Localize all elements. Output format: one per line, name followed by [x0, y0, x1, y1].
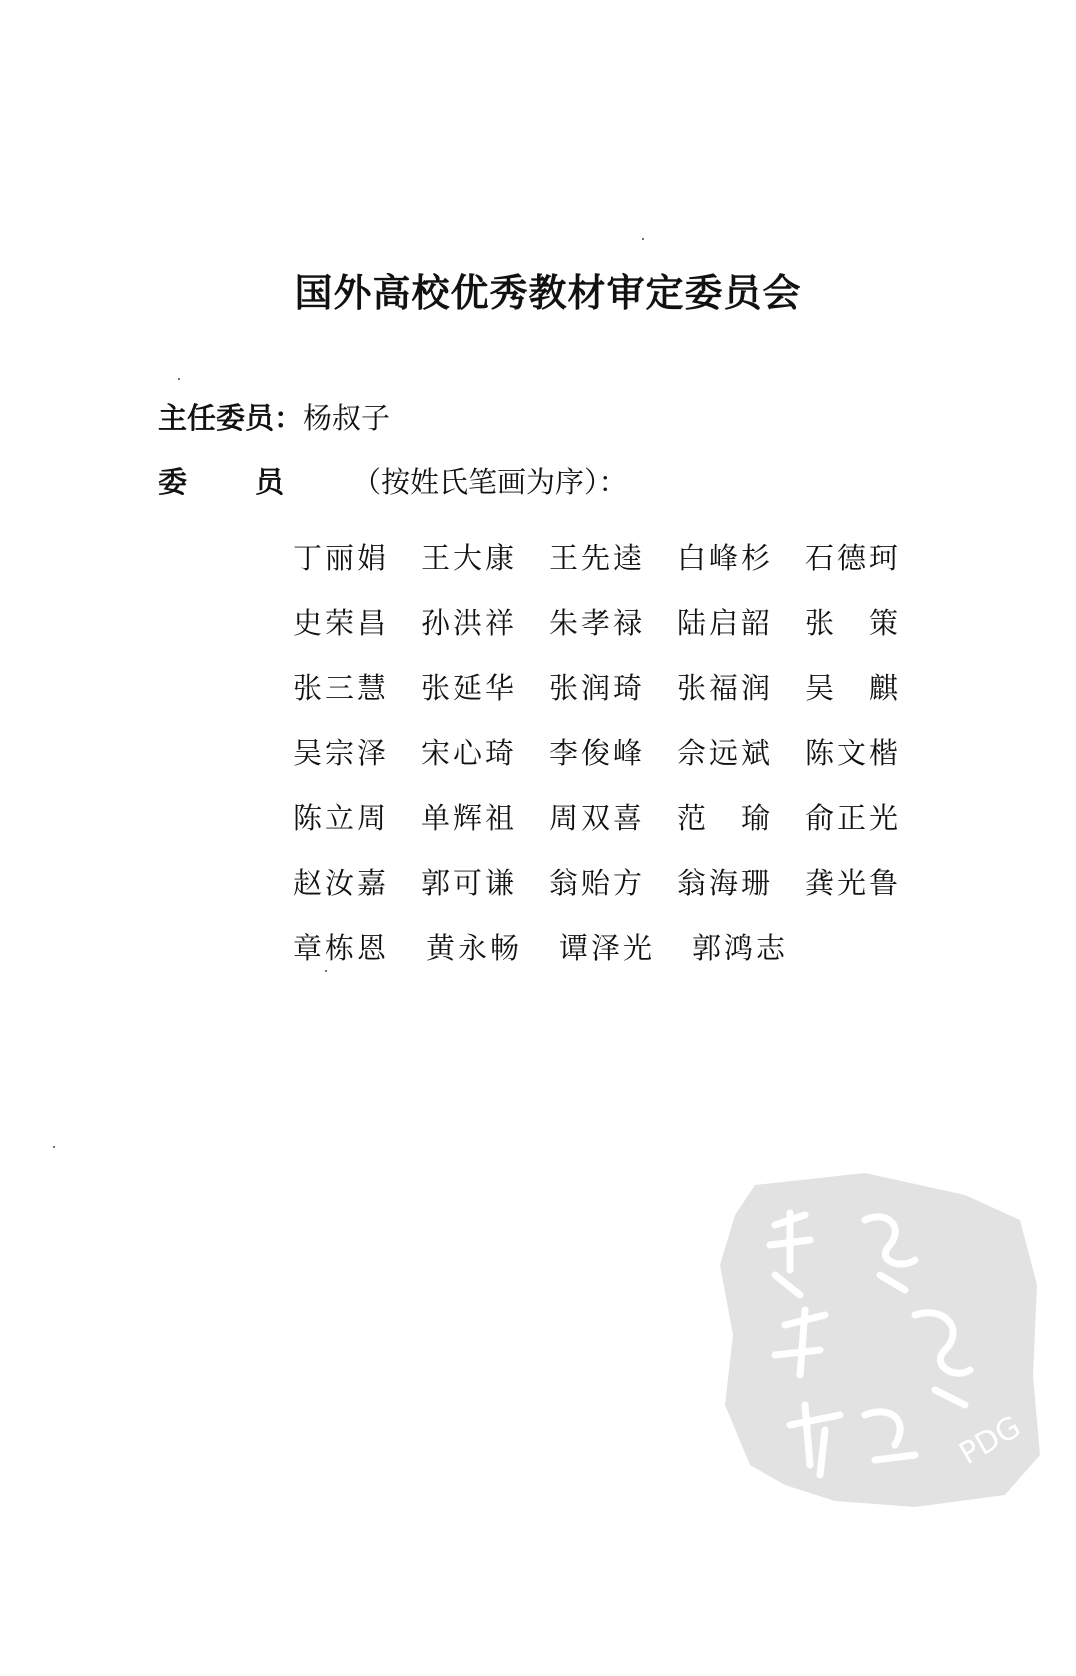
- chair-row: [158, 396, 390, 437]
- member-name: 张延华: [421, 671, 518, 705]
- member-name: 朱孝禄: [549, 606, 646, 640]
- member-name: 张 策: [805, 606, 902, 640]
- member-name: 李俊峰: [549, 736, 646, 770]
- scan-speck: [53, 1146, 55, 1148]
- member-name: 张三慧: [293, 671, 390, 705]
- member-name: 范 瑜: [677, 801, 774, 835]
- member-name: 单辉祖: [421, 801, 518, 835]
- chair-label: 主任委员：: [158, 401, 304, 435]
- member-name: 翁贻方: [549, 866, 646, 900]
- name-row: [293, 589, 933, 654]
- member-name-grid: [293, 524, 933, 979]
- member-name: 孙洪祥: [421, 606, 518, 640]
- member-name: 陈文楷: [805, 736, 902, 770]
- member-name: 周双喜: [549, 801, 646, 835]
- member-name: 王大康: [421, 541, 518, 575]
- member-name: 张福润: [677, 671, 774, 705]
- member-name: 史荣昌: [293, 606, 390, 640]
- name-row: [293, 719, 933, 784]
- watermark-text: PDG: [953, 1409, 1027, 1472]
- member-name: 白峰杉: [677, 541, 774, 575]
- members-row: [158, 460, 628, 501]
- member-name: 翁海珊: [677, 866, 774, 900]
- name-row: [293, 784, 933, 849]
- member-name: 宋心琦: [421, 736, 518, 770]
- member-name: 陆启韶: [677, 606, 774, 640]
- members-label: 委员: [158, 465, 353, 499]
- member-name: 谭泽光: [559, 931, 656, 965]
- member-name: 吴 麒: [805, 671, 902, 705]
- scan-speck: [178, 378, 180, 380]
- name-row: [293, 849, 933, 914]
- member-name: 张润琦: [549, 671, 646, 705]
- member-name: 吴宗泽: [293, 736, 390, 770]
- scan-speck: [325, 970, 327, 972]
- name-row: [293, 914, 933, 979]
- name-row: [293, 654, 933, 719]
- member-name: 俞正光: [805, 801, 902, 835]
- scan-speck: [642, 238, 644, 240]
- member-name: 章栋恩: [293, 931, 390, 965]
- member-name: 黄永畅: [426, 931, 523, 965]
- member-name: 佘远斌: [677, 736, 774, 770]
- members-note: （按姓氏笔画为序）：: [352, 465, 628, 499]
- member-name: 王先逵: [549, 541, 646, 575]
- member-name: 郭可谦: [421, 866, 518, 900]
- member-name: 郭鸿志: [692, 931, 789, 965]
- chair-name: 杨叔子: [303, 401, 391, 435]
- member-name: 陈立周: [293, 801, 390, 835]
- name-row: [293, 524, 933, 589]
- pdg-watermark-seal: [715, 1165, 1045, 1515]
- page-title: 国外高校优秀教材审定委员会: [294, 271, 802, 315]
- member-name: 赵汝嘉: [293, 866, 390, 900]
- member-name: 石德珂: [805, 541, 902, 575]
- member-name: 龚光鲁: [805, 866, 902, 900]
- member-name: 丁丽娟: [293, 541, 390, 575]
